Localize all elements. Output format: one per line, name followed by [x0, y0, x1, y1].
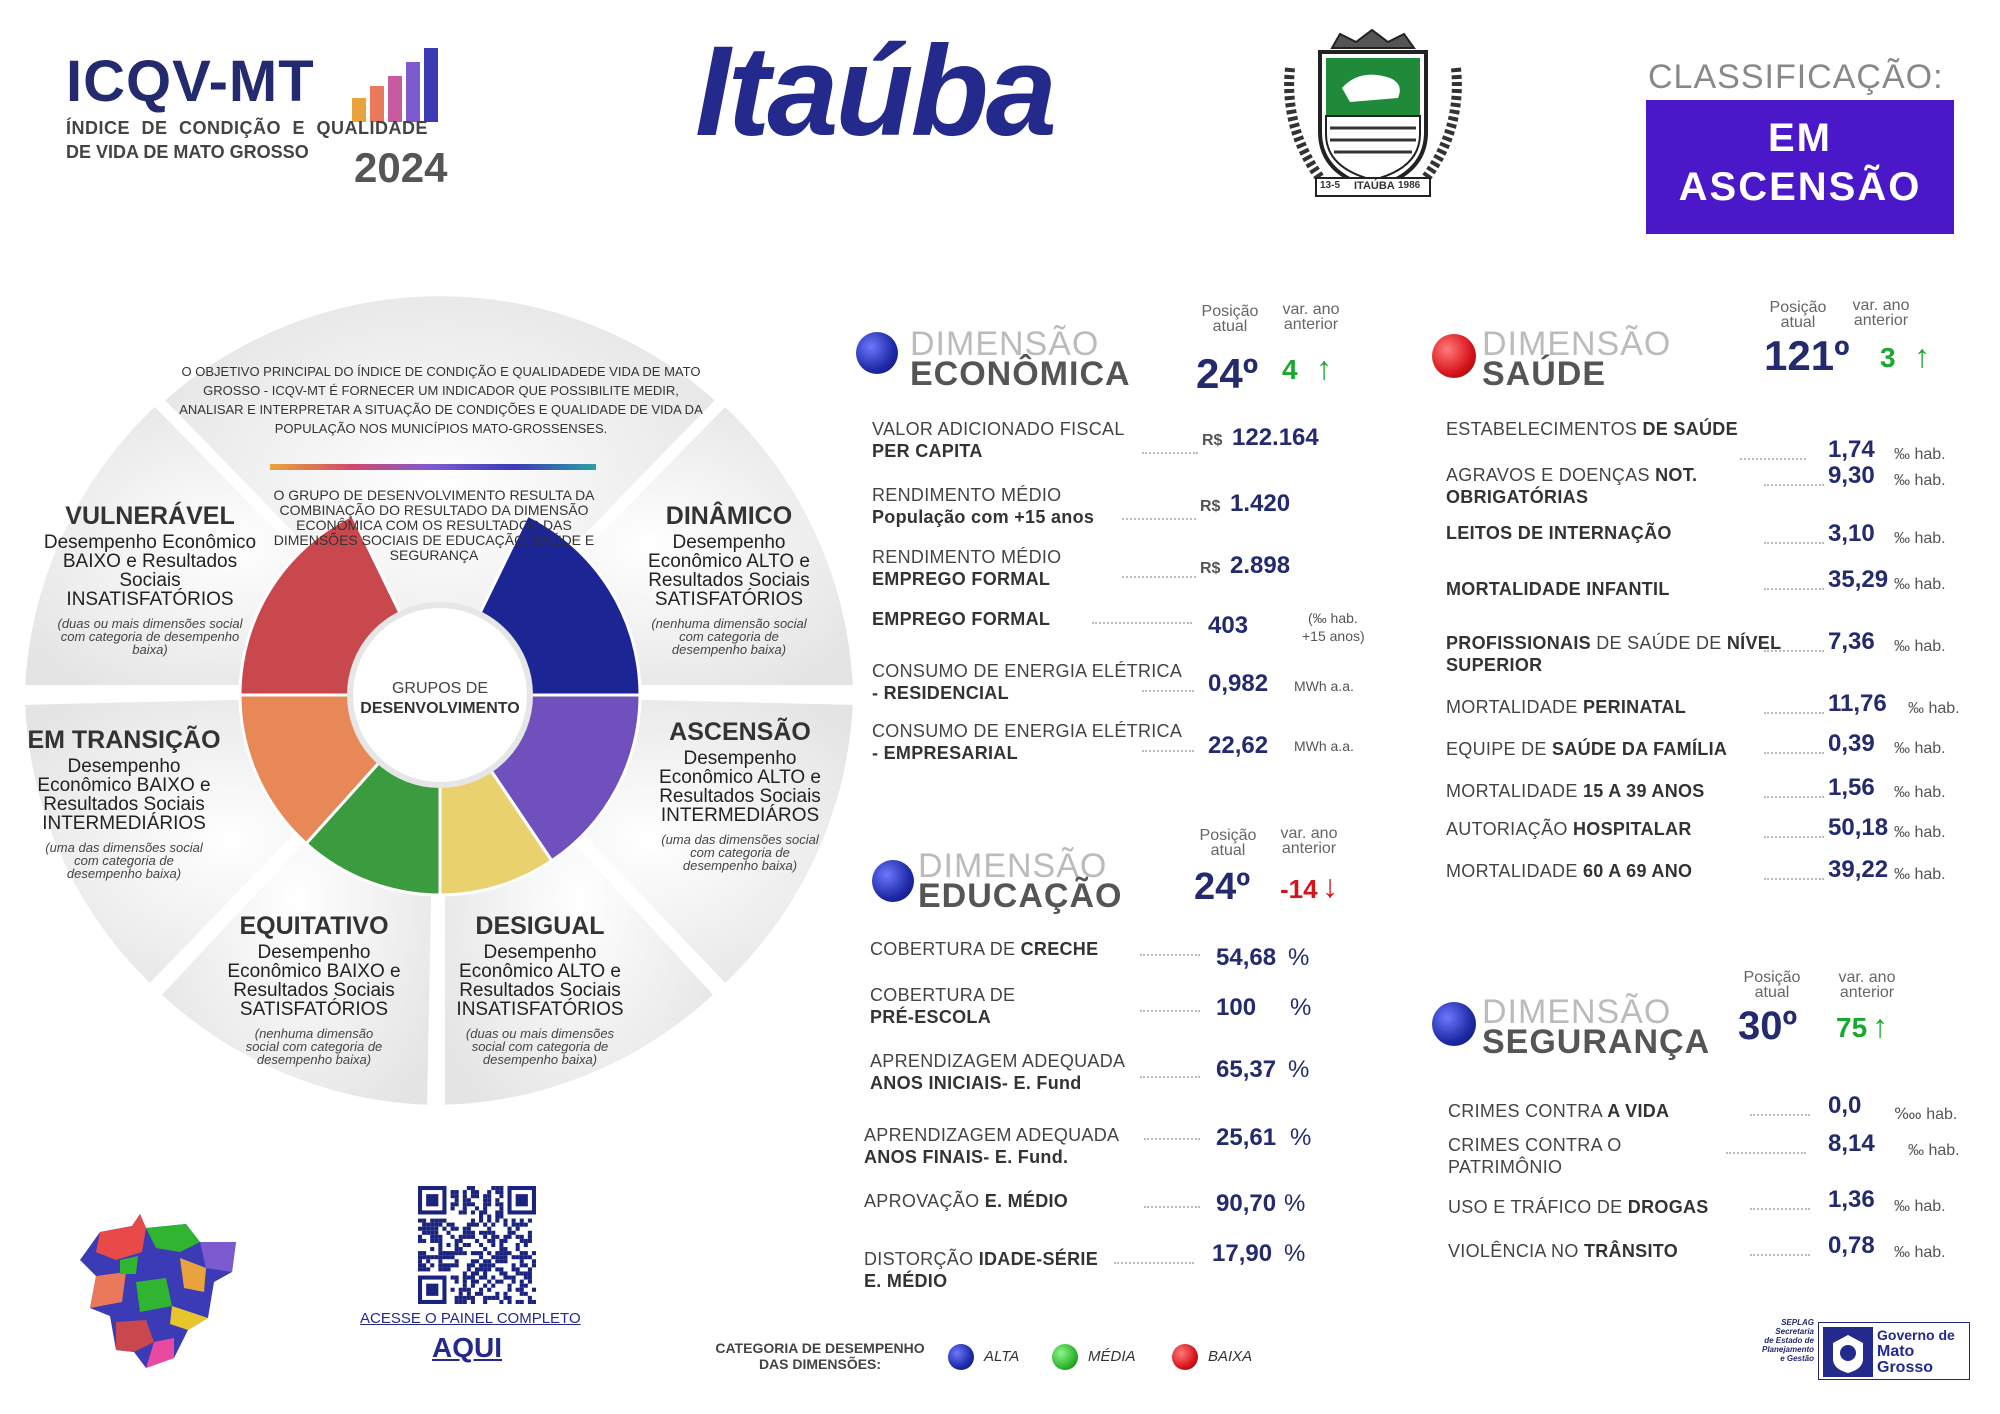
row-value: 65,37 [1216, 1056, 1277, 1083]
icqv-logo [66, 46, 486, 196]
saude-status-dot [1432, 334, 1476, 378]
row-value: 22,62 [1208, 732, 1269, 759]
var-label-1: var. ano [1852, 297, 1910, 314]
row-value: 7,36 [1828, 628, 1875, 655]
economica-word-light: DIMENSÃO [910, 325, 1100, 363]
educacao-word-dark: EDUCAÇÃO [918, 877, 1123, 915]
mato-grosso-map-icon [76, 1212, 236, 1372]
row-label-2: ANOS FINAIS- E. Fund. [864, 1147, 1069, 1167]
row-label-2: PATRIMÔNIO [1448, 1157, 1563, 1177]
gov-line-2: Mato [1877, 1343, 1915, 1360]
row-value: 0,982 [1208, 670, 1269, 697]
segment-title: DINÂMICO [665, 502, 793, 530]
row-prefix: R$ [1200, 560, 1221, 577]
row-value: 90,70 [1216, 1190, 1277, 1217]
row-unit: % [1288, 1056, 1310, 1083]
segment-title: VULNERÁVEL [65, 502, 235, 530]
row-value: 17,90 [1212, 1240, 1273, 1267]
qr-code-icon[interactable] [418, 1186, 536, 1304]
logo-subtitle-2: DE VIDA DE MATO GROSSO [66, 142, 309, 162]
row-label-2: SUPERIOR [1446, 655, 1543, 675]
row-leader [1142, 750, 1194, 752]
saude-word-dark: SAÚDE [1482, 355, 1607, 393]
row-leader [1764, 836, 1824, 838]
segment-ascensao [650, 718, 830, 872]
pos-label-2: atual [1212, 318, 1248, 335]
row-leader [1764, 712, 1824, 714]
row-label: AUTORIAÇÃO HOSPITALAR [1446, 819, 1692, 839]
row-label: CRIMES CONTRA O [1448, 1135, 1622, 1155]
row-leader [1140, 1076, 1200, 1078]
legend-alta-dot [948, 1344, 974, 1370]
pos-label-1: Posição [1201, 303, 1259, 320]
row-value: 11,76 [1828, 690, 1887, 717]
educacao-pos-label [1188, 828, 1268, 858]
segment-dinamico [636, 502, 822, 656]
seplag-line-5: e Gestão [1780, 1354, 1814, 1363]
pos-label-2: atual [1210, 842, 1246, 859]
row-leader [1764, 650, 1824, 652]
pos-label-1: Posição [1769, 299, 1827, 316]
panel-here-link[interactable]: AQUI [432, 1332, 502, 1363]
row-label: VALOR ADICIONADO FISCAL [872, 419, 1125, 439]
row-unit: ‰ hab. [1894, 784, 1946, 801]
city-crest [1280, 28, 1466, 204]
row-value: 0,78 [1828, 1232, 1875, 1259]
segment-desigual [450, 912, 630, 1066]
row-label: DISTORÇÃO IDADE-SÉRIE [864, 1249, 1099, 1269]
row-unit: % [1284, 1190, 1306, 1217]
row-leader [1764, 752, 1824, 754]
economica-row [872, 418, 1372, 468]
row-label: COBERTURA DE [870, 985, 1016, 1005]
row-leader [1764, 542, 1824, 544]
row-value: 3,10 [1828, 520, 1875, 547]
classification-box [1646, 100, 1954, 234]
pos-label-1: Posição [1743, 969, 1801, 986]
row-prefix: R$ [1202, 432, 1223, 449]
educacao-arrow-icon: ↓ [1322, 868, 1338, 904]
row-label-2: E. MÉDIO [864, 1271, 948, 1291]
row-label: RENDIMENTO MÉDIO [872, 547, 1062, 567]
row-label-2: - EMPRESARIAL [872, 743, 1018, 763]
classification-label: CLASSIFICAÇÃO: [1648, 58, 1944, 96]
row-label: APRENDIZAGEM ADEQUADA [870, 1051, 1126, 1071]
panel-link[interactable]: ACESSE O PAINEL COMPLETO [360, 1310, 581, 1327]
legend-alta-label: ALTA [984, 1348, 1020, 1365]
educacao-row [870, 984, 1370, 1034]
row-value: 54,68 [1216, 944, 1277, 971]
segment-title: EM TRANSIÇÃO [27, 726, 221, 754]
legend-baixa-label: BAIXA [1208, 1348, 1253, 1365]
educacao-row [864, 1124, 1364, 1174]
segment-desc: Desempenho Econômico BAIXO e Resultados Sociais SATISFATÓRIOS [227, 942, 401, 1020]
row-unit: ‰ hab. [1894, 1244, 1946, 1261]
row-value: 1,74 [1828, 436, 1875, 463]
segment-title: ASCENSÃO [669, 718, 811, 746]
row-value: 1,36 [1828, 1186, 1875, 1213]
seguranca-pos-label [1732, 970, 1812, 1000]
segment-title: DESIGUAL [475, 912, 605, 940]
crest-ribbon-left: 13-5 [1320, 180, 1341, 191]
var-label-2: anterior [1281, 840, 1337, 857]
row-label: MORTALIDADE PERINATAL [1446, 697, 1686, 717]
row-unit: MWh a.a. [1294, 678, 1354, 694]
seplag-line-4: Planejamento [1761, 1345, 1814, 1354]
pos-label-2: atual [1780, 314, 1816, 331]
segment-desc: Desempenho Econômico ALTO e Resultados Sociais INSATISFATÓRIOS [456, 942, 624, 1020]
row-value: 1.420 [1230, 490, 1291, 517]
educacao-row [864, 1240, 1364, 1298]
wheel-intro-text: O OBJETIVO PRINCIPAL DO ÍNDICE DE CONDIÇÃO E QUALIDADEDE VIDA DE MATO GROSSO - ICQV-MT É FORNECER UM INDICADOR QUE POSSIBILITE MEDIR, ANALISAR E INTERPRETAR A SITUAÇÃO DE CONDIÇÕES E QUALIDADE DE VIDA DA POPULAÇÃO NOS MUNICÍPIOS MATO-GROSSENSES. [179, 364, 703, 436]
seguranca-variation: 75 [1836, 1012, 1868, 1043]
var-label-1: var. ano [1282, 301, 1340, 318]
economica-status-dot [856, 332, 898, 374]
row-value: 2.898 [1230, 552, 1291, 579]
row-unit: ‰ hab. [1894, 824, 1946, 841]
segment-vulneravel [40, 502, 260, 656]
government-logo [1818, 1322, 1970, 1380]
economica-word-dark: ECONÔMICA [910, 355, 1131, 393]
row-value: 403 [1208, 612, 1249, 639]
gov-line-1: Governo de [1877, 1327, 1955, 1343]
row-value: 1,56 [1828, 774, 1875, 801]
row-leader [1114, 1262, 1194, 1264]
row-value: 35,29 [1828, 566, 1889, 593]
segment-note: (nenhuma dimensão social com categoria de desempenho baixa) [245, 1026, 383, 1067]
dimension-saude [1426, 292, 1986, 922]
segment-transicao [24, 726, 224, 880]
row-leader [1144, 1206, 1200, 1208]
row-value: 39,22 [1828, 856, 1889, 883]
row-value: 8,14 [1828, 1130, 1875, 1157]
row-label-2: ANOS INICIAIS- E. Fund [870, 1073, 1082, 1093]
dimension-seguranca [1426, 966, 1986, 1266]
dimension-economica [856, 298, 1376, 768]
row-label-2: EMPREGO FORMAL [872, 569, 1051, 589]
segment-note: (uma das dimensões social com categoria de desempenho baixa) [45, 840, 203, 881]
var-label-2: anterior [1853, 312, 1909, 329]
row-label-2: População com +15 anos [872, 507, 1095, 527]
row-value: 9,30 [1828, 462, 1875, 489]
row-label-2: PRÉ-ESCOLA [870, 1007, 992, 1027]
row-value: 122.164 [1232, 424, 1319, 451]
row-label-2: OBRIGATÓRIAS [1446, 487, 1589, 507]
legend [690, 1340, 1350, 1380]
segment-note: (duas ou mais dimensões social com categoria de desempenho baixa) [465, 1026, 615, 1067]
educacao-row [870, 1050, 1370, 1100]
row-leader [1140, 954, 1200, 956]
pos-label-2: atual [1754, 984, 1790, 1001]
row-unit: MWh a.a. [1294, 738, 1354, 754]
dimension-educacao [864, 818, 1384, 1308]
row-leader [1750, 1114, 1810, 1116]
row-value: 25,61 [1216, 1124, 1277, 1151]
row-value: 0,0 [1828, 1092, 1862, 1119]
crest-icon [1280, 28, 1466, 204]
saude-variation: 3 [1880, 342, 1896, 373]
segment-title: EQUITATIVO [239, 912, 389, 940]
logo-title: ICQV-MT [66, 49, 315, 114]
seguranca-var-label [1822, 970, 1912, 1000]
row-leader [1140, 1010, 1200, 1012]
row-label: USO E TRÁFICO DE DROGAS [1448, 1197, 1709, 1217]
saude-var-label [1836, 298, 1926, 328]
seplag-line-1: SEPLAG [1781, 1318, 1814, 1327]
row-label: APROVAÇÃO E. MÉDIO [864, 1191, 1069, 1211]
educacao-status-dot [872, 860, 914, 902]
wheel-center-label-2: DESENVOLVIMENTO [360, 700, 520, 717]
row-unit: ‰ hab. [1894, 866, 1946, 883]
row-label-2: PER CAPITA [872, 441, 983, 461]
row-label: COBERTURA DE CRECHE [870, 939, 1099, 959]
row-label: VIOLÊNCIA NO TRÂNSITO [1448, 1241, 1679, 1261]
legend-baixa-dot [1172, 1344, 1198, 1370]
row-leader [1764, 484, 1824, 486]
row-label: CONSUMO DE ENERGIA ELÉTRICA [872, 721, 1183, 741]
pos-label-1: Posição [1199, 827, 1257, 844]
saude-pos-label [1758, 300, 1838, 330]
row-unit: (‰ hab. [1308, 610, 1358, 626]
crest-ribbon-text: ITAÚBA [1354, 180, 1395, 192]
row-unit: % [1288, 944, 1310, 971]
row-label: RENDIMENTO MÉDIO [872, 485, 1062, 505]
row-unit: ‰ hab. [1894, 576, 1946, 593]
segment-desc: Desempenho Econômico ALTO e Resultados Sociais INTERMEDIÁROS [659, 748, 821, 826]
row-unit: ‰ hab. [1894, 740, 1946, 757]
segment-desc: Desempenho Econômico BAIXO e Resultados Sociais INSATISFATÓRIOS [43, 532, 257, 610]
classification-value-1: EM [1768, 116, 1832, 160]
saude-position: 121º [1764, 332, 1850, 379]
segment-desc: Desempenho Econômico BAIXO e Resultados Sociais INTERMEDIÁRIOS [37, 756, 211, 834]
row-unit: % [1284, 1240, 1306, 1267]
row-unit: ‰ hab. [1908, 1142, 1960, 1159]
economica-row [872, 546, 1372, 596]
saude-arrow-icon: ↑ [1914, 338, 1930, 374]
city-name: Itaúba [695, 20, 1054, 163]
row-label: MORTALIDADE 15 A 39 ANOS [1446, 781, 1705, 801]
row-unit: ‱ hab. [1894, 1106, 1958, 1123]
row-unit: ‰ hab. [1894, 1198, 1946, 1215]
row-label: CONSUMO DE ENERGIA ELÉTRICA [872, 661, 1183, 681]
row-leader [1750, 1208, 1810, 1210]
seguranca-word-dark: SEGURANÇA [1482, 1023, 1711, 1061]
segment-desc: Desempenho Econômico ALTO e Resultados Sociais SATISFATÓRIOS [648, 532, 810, 610]
row-label-2: - RESIDENCIAL [872, 683, 1009, 703]
seguranca-word-light: DIMENSÃO [1482, 993, 1672, 1031]
row-leader [1092, 622, 1192, 624]
legend-media-dot [1052, 1344, 1078, 1370]
row-unit: % [1290, 994, 1312, 1021]
row-leader [1122, 518, 1196, 520]
row-unit-2: +15 anos) [1302, 628, 1365, 644]
seguranca-position: 30º [1738, 1004, 1798, 1048]
row-leader [1142, 690, 1194, 692]
educacao-row [870, 938, 1370, 978]
economica-row [872, 720, 1372, 770]
segment-equitativo [214, 912, 414, 1066]
row-label: MORTALIDADE 60 A 69 ANO [1446, 861, 1693, 881]
row-unit: ‰ hab. [1908, 700, 1960, 717]
segment-note: (uma das dimensões social com categoria de desempenho baixa) [661, 832, 819, 873]
wheel-group-text: O GRUPO DE DESENVOLVIMENTO RESULTA DA COMBINAÇÃO DO RESULTADO DA DIMENSÃO ECONÔMICA COM OS RESULTADOS DAS DIMENSÕES SOCIAIS DE EDUCAÇÃO, SAÚDE E SEGURANÇA [273, 487, 595, 563]
logo-subtitle-1: ÍNDICE DE CONDIÇÃO E QUALIDADE [66, 118, 429, 138]
economica-variation: 4 [1282, 354, 1298, 385]
var-label-2: anterior [1283, 316, 1339, 333]
row-leader [1750, 1254, 1810, 1256]
row-label: EQUIPE DE SAÚDE DA FAMÍLIA [1446, 739, 1728, 759]
row-leader [1764, 796, 1824, 798]
row-value: 100 [1216, 994, 1257, 1021]
row-leader [1726, 1152, 1806, 1154]
educacao-word-light: DIMENSÃO [918, 847, 1108, 885]
seguranca-arrow-icon: ↑ [1872, 1008, 1888, 1044]
row-label: PROFISSIONAIS DE SAÚDE DE NÍVEL [1446, 633, 1782, 653]
var-label-2: anterior [1839, 984, 1895, 1001]
row-label: APRENDIZAGEM ADEQUADA [864, 1125, 1120, 1145]
wheel-center-label-1: GRUPOS DE [391, 680, 488, 697]
row-leader [1740, 458, 1806, 460]
row-label: AGRAVOS E DOENÇAS NOT. [1446, 465, 1698, 485]
row-prefix: R$ [1200, 498, 1221, 515]
row-label: LEITOS DE INTERNAÇÃO [1446, 523, 1672, 543]
logo-bars-icon [352, 46, 456, 122]
saude-word-light: DIMENSÃO [1482, 325, 1672, 363]
educacao-variation: -14 [1280, 874, 1318, 904]
row-unit: % [1290, 1124, 1312, 1151]
row-leader [1764, 878, 1824, 880]
intro-gradient-bar [270, 464, 596, 470]
seplag-line-2: Secretaria [1775, 1327, 1814, 1336]
educacao-row [864, 1190, 1364, 1230]
row-value: 0,39 [1828, 730, 1875, 757]
row-label: MORTALIDADE INFANTIL [1446, 579, 1670, 599]
segment-note: (duas ou mais dimensões social com categoria de desempenho baixa) [57, 616, 243, 657]
seplag-line-3: de Estado de [1764, 1336, 1814, 1345]
legend-media-label: MÉDIA [1088, 1348, 1136, 1365]
economica-pos-label [1190, 304, 1270, 334]
segment-note: (nenhuma dimensão social com categoria de desempenho baixa) [651, 616, 807, 657]
legend-title-2: DAS DIMENSÕES: [758, 1356, 882, 1372]
saude-row [1446, 696, 1986, 740]
crest-ribbon-right: 1986 [1398, 180, 1421, 191]
economica-var-label [1266, 302, 1356, 332]
row-label: CRIMES CONTRA A VIDA [1448, 1101, 1670, 1121]
row-leader [1122, 576, 1196, 578]
seguranca-status-dot [1432, 1002, 1476, 1046]
row-label: ESTABELECIMENTOS DE SAÚDE [1446, 419, 1738, 439]
economica-row [872, 660, 1372, 710]
legend-title-1: CATEGORIA DE DESEMPENHO [715, 1340, 925, 1356]
educacao-var-label [1264, 826, 1354, 856]
row-unit: ‰ hab. [1894, 638, 1946, 655]
row-leader [1142, 452, 1198, 454]
row-label: EMPREGO FORMAL [872, 609, 1051, 629]
economica-arrow-icon: ↑ [1316, 350, 1332, 386]
educacao-position: 24º [1194, 866, 1251, 908]
row-unit: ‰ hab. [1894, 446, 1946, 463]
economica-row [872, 484, 1372, 534]
row-leader [1764, 588, 1824, 590]
economica-row [872, 608, 1372, 658]
seplag-logo [1746, 1318, 1814, 1363]
economica-position: 24º [1196, 350, 1259, 397]
var-label-1: var. ano [1838, 969, 1896, 986]
row-unit: ‰ hab. [1894, 472, 1946, 489]
gov-line-3: Grosso [1877, 1359, 1934, 1376]
classification-value-2: ASCENSÃO [1678, 165, 1922, 209]
row-unit: ‰ hab. [1894, 530, 1946, 547]
var-label-1: var. ano [1280, 825, 1338, 842]
row-leader [1144, 1138, 1200, 1140]
mt-crest-icon [1823, 1327, 1873, 1377]
logo-year: 2024 [354, 144, 448, 191]
row-value: 50,18 [1828, 814, 1889, 841]
